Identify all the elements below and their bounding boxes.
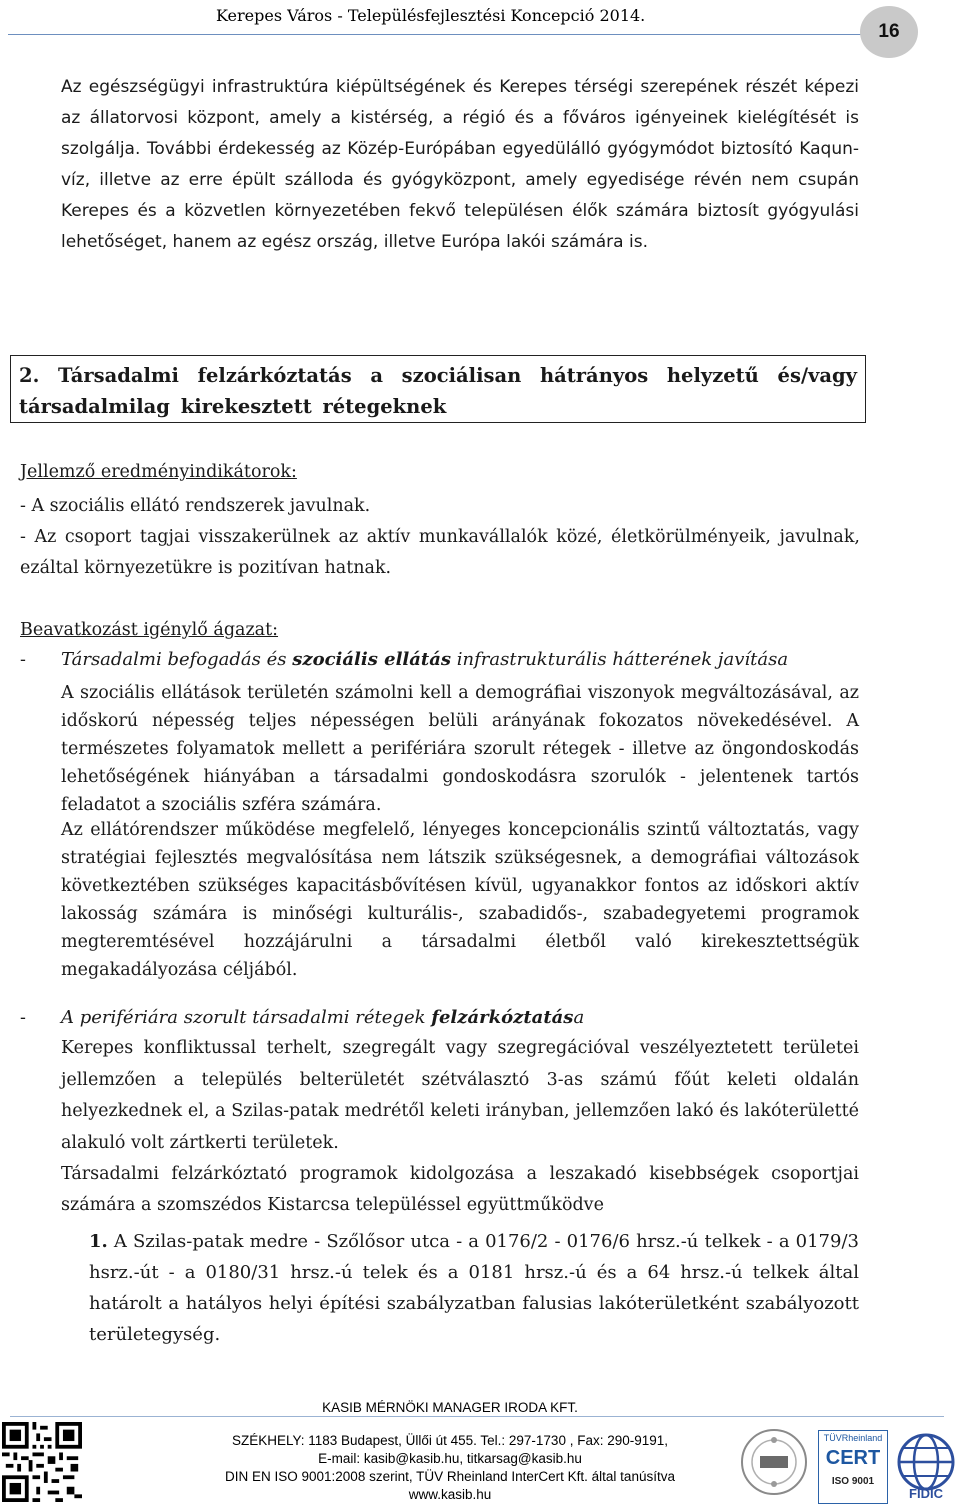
indicator-item-1: - A szociális ellátó rendszerek javulnak. bbox=[20, 496, 371, 516]
indicators-label: Jellemző eredményindikátorok: bbox=[20, 462, 297, 482]
footer-divider bbox=[10, 1416, 944, 1417]
footer-company: KASIB MÉRNÖKI MANAGER IRODA KFT. bbox=[322, 1400, 578, 1415]
sector-item-1-paragraph-1: A szociális ellátások területén számolni kell a demográfiai viszonyok megváltozásával, az időskorú népesség teljes népességen belüli arányának fokozatos növekedésével. A természetes folyamatok mellett a perifériára szorult rétegek - illetve az öngondoskodás lehetőségének hiányában a társadalmi gondoskodásra szorulók - jelentenek tartós feladatot a szociális szféra számára. bbox=[61, 683, 859, 815]
sector-item-1-title bbox=[61, 649, 788, 670]
tuv-certificate-seal-icon bbox=[740, 1428, 808, 1496]
sector-item-2-title-post: a bbox=[573, 1007, 585, 1028]
sector-item-2-title-pre: A perifériára szorult társadalmi rétegek bbox=[61, 1007, 432, 1028]
numbered-item-1 bbox=[89, 1226, 859, 1350]
cert-brand: TÜVRheinland bbox=[823, 1433, 883, 1443]
footer-iso: DIN EN ISO 9001:2008 szerint, TÜV Rheinland InterCert Kft. által tanúsítva bbox=[225, 1469, 675, 1484]
footer-email: E-mail: kasib@kasib.hu, titkarsag@kasib.hu bbox=[318, 1451, 582, 1466]
sector-item-2-paragraph-2: Társadalmi felzárkóztató programok kidolgozása a leszakadó kisebbségek csoportjai számára a szomszédos Kistarcsa településsel együttműködve bbox=[61, 1164, 859, 1215]
sector-item-2-title bbox=[61, 1007, 584, 1028]
sector-item-1-paragraph-2: Az ellátórendszer működése megfelelő, lényeges koncepcionális szintű változtatás, vagy stratégiai fejlesztés megvalósítása nem látszik szükségesnek, a demográfiai változások következtében szükséges kapacitásbővítésen kívül, ugyanakkor fontos az időskori aktív lakosság számára is minőségi kulturális-, szabadidős-, szabadegyetemi programok megteremtésével hozzájárulni a társadalmi életből való kirekesztettségük megakadályozása céljából. bbox=[61, 820, 859, 980]
sector-item-1-dash: - bbox=[20, 650, 26, 670]
qr-code-icon bbox=[2, 1422, 82, 1502]
intro-paragraph: Az egészségügyi infrastruktúra kiépültségének és Kerepes térségi szerepének részét képezi az állatorvosi központ, amely a kistérség, a régió és a főváros igényeinek kielégítését is szolgálja. További érdekesség az Közép-Európában egyedülálló gyógymódot biztosító Kaqun-víz, illetve az erre épült szálloda és gyógyközpont, amely egyedisége révén nem csupán Kerepes és a közvetlen környezetében fekvő településen élők számára biztosít gyógyulási lehetőséget, hanem az egész ország, illetve Európa lakói számára is. bbox=[61, 77, 859, 252]
numbered-item-1-number: 1. bbox=[89, 1231, 108, 1252]
sector-item-1-title-post: infrastrukturális hátterének javítása bbox=[451, 649, 789, 670]
sector-label: Beavatkozást igénylő ágazat: bbox=[20, 620, 279, 640]
page-number: 16 bbox=[878, 21, 900, 42]
fidic-logo-icon bbox=[894, 1432, 958, 1502]
sector-item-2-title-bold: felzárkóztatás bbox=[431, 1007, 574, 1028]
numbered-item-1-text: A Szilas-patak medre - Szőlősor utca - a 0176/2 - 0176/6 hrsz.-ú telkek - a 0179/3 hsrz.-út - a 0180/31 hrsz.-ú telek és a 0181 hrsz.-ú és a 64 hrsz.-ú telkek által határolt a hatályos helyi építési szabályzatban falusias lakóterületként szabályozott területegység. bbox=[89, 1231, 859, 1345]
fidic-text: FIDIC bbox=[909, 1486, 943, 1501]
sector-item-2-dash: - bbox=[20, 1008, 26, 1028]
footer-web: www.kasib.hu bbox=[408, 1487, 492, 1502]
cert-word: CERT bbox=[825, 1447, 881, 1469]
sector-item-2-paragraph-1: Kerepes konfliktussal terhelt, szegregált vagy szegregációval veszélyeztetett területei jellemzően a település belterületét szétválasztó 3-as számú főút keleti oldalán helyezkednek el, a Szilas-patak medrétől keleti irányban, jellemzően lakó és lakóterületté alakuló volt zártkerti területek. bbox=[61, 1038, 859, 1153]
page-number-badge bbox=[860, 6, 918, 58]
footer-address: SZÉKHELY: 1183 Budapest, Üllői út 455. Tel.: 297-1730 , Fax: 290-9191, bbox=[231, 1433, 669, 1448]
section-heading: 2. Társadalmi felzárkóztatás a szociálisan hátrányos helyzetű és/vagy társadalmilag kirekesztett rétegeknek bbox=[10, 355, 866, 423]
header-title: Kerepes Város - Településfejlesztési Koncepció 2014. bbox=[216, 6, 646, 25]
indicator-item-2: - Az csoport tagjai visszakerülnek az aktív munkavállalók közé, életkörülményeik, javulnak, ezáltal környezetükre is pozitívan hatnak. bbox=[20, 527, 860, 578]
cert-iso: ISO 9001 bbox=[831, 1476, 875, 1487]
tuv-cert-logo bbox=[818, 1430, 888, 1504]
sector-item-1-title-pre: Társadalmi befogadás és bbox=[61, 649, 293, 670]
sector-item-1-title-bold: szociális ellátás bbox=[292, 649, 452, 670]
header-divider bbox=[8, 34, 888, 35]
